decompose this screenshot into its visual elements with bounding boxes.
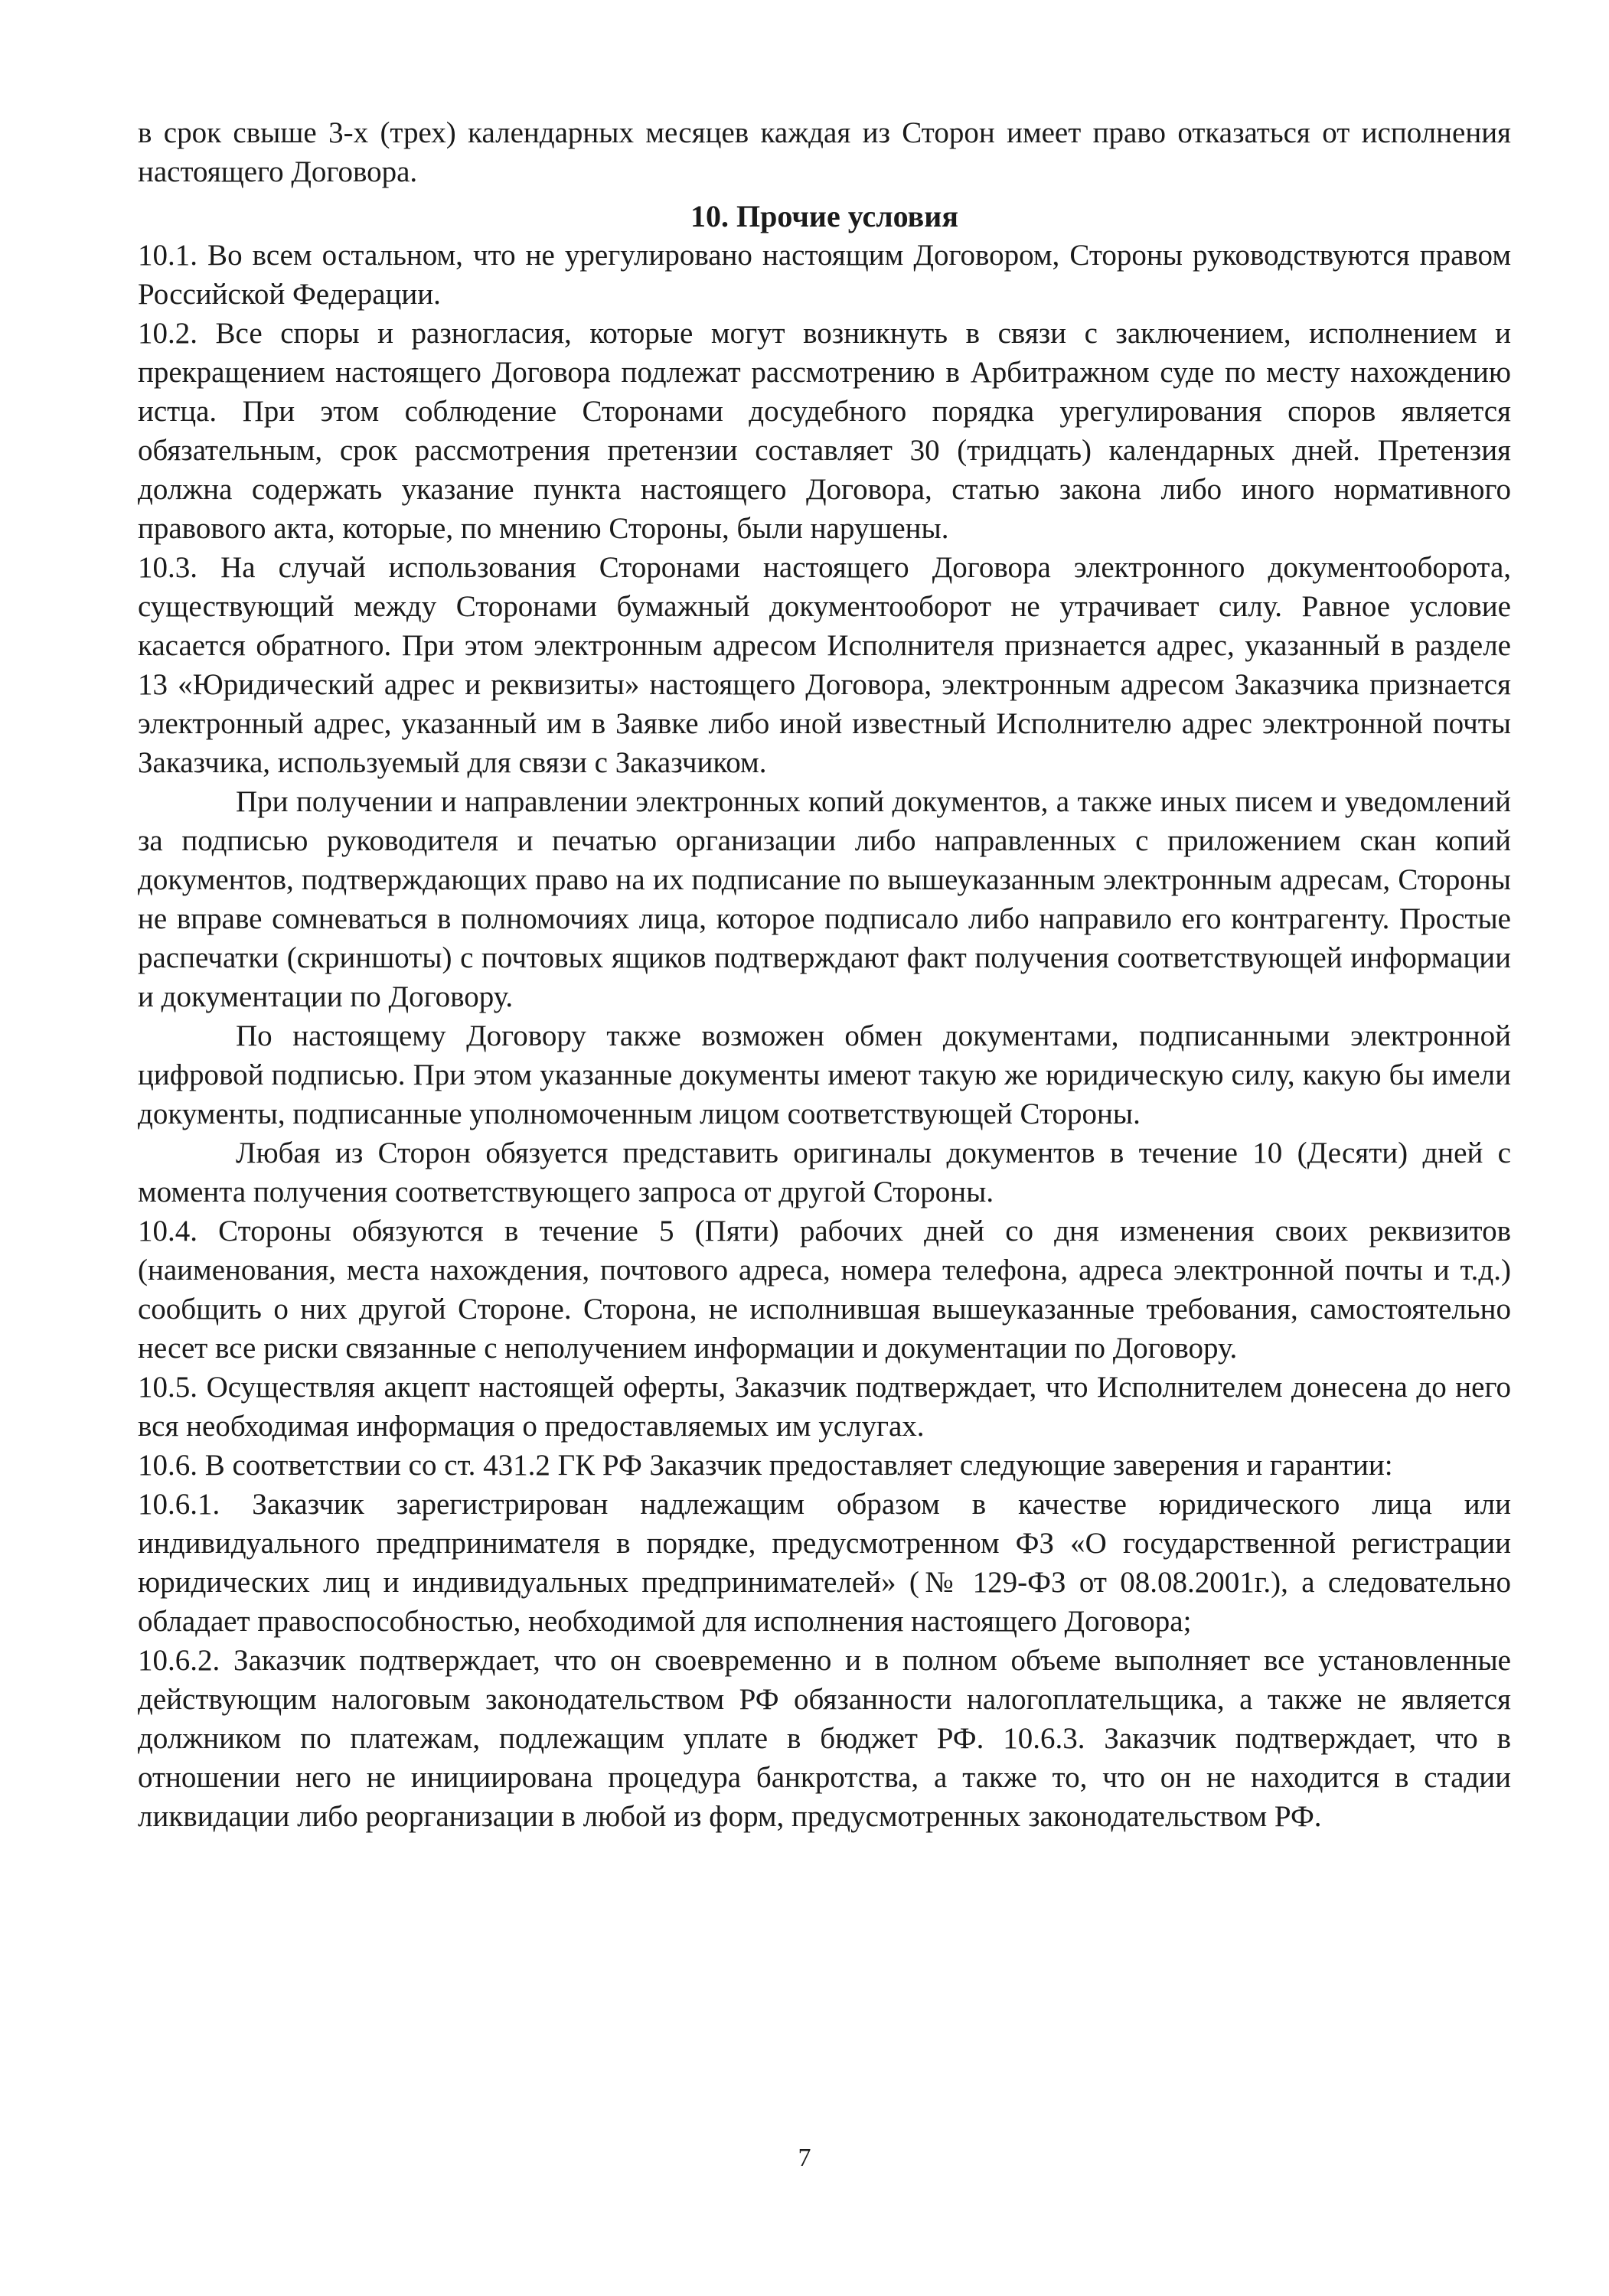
paragraph-intro: в срок свыше 3-х (трех) календарных месяцев каждая из Сторон имеет право отказаться от исполнения настоящего Договора. bbox=[138, 116, 1511, 188]
clause-10-1: 10.1. Во всем остальном, что не урегулировано настоящим Договором, Стороны руководствуются правом Российской Федерации. bbox=[138, 239, 1511, 311]
clause-10-3: 10.3. На случай использования Сторонами настоящего Договора электронного документооборота, существующий между Сторонами бумажный документооборот не утрачивает силу. Равное условие касается обратного. При этом электронным адресом Исполнителя признается адрес, указанный в разделе 13 «Юридический адрес и реквизиты» настоящего Договора, электронным адресом Заказчика признается электронный адрес, указанный им в Заявке либо иной известный Исполнителю адрес электронной почты Заказчика, используемый для связи с Заказчиком. bbox=[138, 551, 1511, 779]
clause-10-3-digital-signature: По настоящему Договору также возможен обмен документами, подписанными электронной цифровой подписью. При этом указанные документы имеют такую же юридическую силу, какую бы имели документы, подписанные уполномоченным лицом соответствующей Стороны. bbox=[138, 1019, 1511, 1130]
section-heading: 10. Прочие условия bbox=[690, 199, 958, 233]
page-number: 7 bbox=[798, 2144, 811, 2172]
clause-10-4: 10.4. Стороны обязуются в течение 5 (Пяти) рабочих дней со дня изменения своих реквизитов (наименования, места нахождения, почтового адреса, номера телефона, адреса электронной почты и т.д.) сообщить о них другой Стороне. Сторона, не исполнившая вышеуказанные требования, самостоятельно несет все риски связанные с неполучением информации и документации по Договору. bbox=[138, 1215, 1511, 1365]
clause-10-2: 10.2. Все споры и разногласия, которые могут возникнуть в связи с заключением, исполнением и прекращением настоящего Договора подлежат рассмотрению в Арбитражном суде по месту нахождению истца. При этом соблюдение Сторонами досудебного порядка урегулирования споров является обязательным, срок рассмотрения претензии составляет 30 (тридцать) календарных дней. Претензия должна содержать указание пункта настоящего Договора, статью закона либо иного нормативного правового акта, которые, по мнению Стороны, были нарушены. bbox=[138, 317, 1511, 545]
clause-10-6: 10.6. В соответствии со ст. 431.2 ГК РФ Заказчик предоставляет следующие заверения и гарантии: bbox=[138, 1449, 1393, 1482]
clause-10-3-electronic-copies: При получении и направлении электронных копий документов, а также иных писем и уведомлений за подписью руководителя и печатью организации либо направленных с приложением скан копий документов, подтверждающих право на их подписание по вышеуказанным электронным адресам, Стороны не вправе сомневаться в полномочиях лица, которое подписало либо направило его контрагенту. Простые распечатки (скриншоты) с почтовых ящиков подтверждают факт получения соответствующей информации и документации по Договору. bbox=[138, 785, 1511, 1013]
clause-10-5: 10.5. Осуществляя акцепт настоящей оферты, Заказчик подтверждает, что Исполнителем донесена до него вся необходимая информация о предоставляемых им услугах. bbox=[138, 1371, 1511, 1443]
clause-10-6-2: 10.6.2. Заказчик подтверждает, что он своевременно и в полном объеме выполняет все установленные действующим налоговым законодательством РФ обязанности налогоплательщика, а также не является должником по платежам, подлежащим уплате в бюджет РФ. 10.6.3. Заказчик подтверждает, что в отношении него не инициирована процедура банкротства, а также то, что он не находится в стадии ликвидации либо реорганизации в любой из форм, предусмотренных законодательством РФ. bbox=[138, 1644, 1511, 1833]
clause-10-3-originals: Любая из Сторон обязуется представить оригиналы документов в течение 10 (Десяти) дней с момента получения соответствующего запроса от другой Стороны. bbox=[138, 1137, 1511, 1208]
clause-10-6-1: 10.6.1. Заказчик зарегистрирован надлежащим образом в качестве юридического лица или индивидуального предпринимателя в порядке, предусмотренном ФЗ «О государственной регистрации юридических лиц и индивидуальных предпринимателей» (№ 129-ФЗ от 08.08.2001г.), а следовательно обладает правоспособностью, необходимой для исполнения настоящего Договора; bbox=[138, 1488, 1511, 1638]
